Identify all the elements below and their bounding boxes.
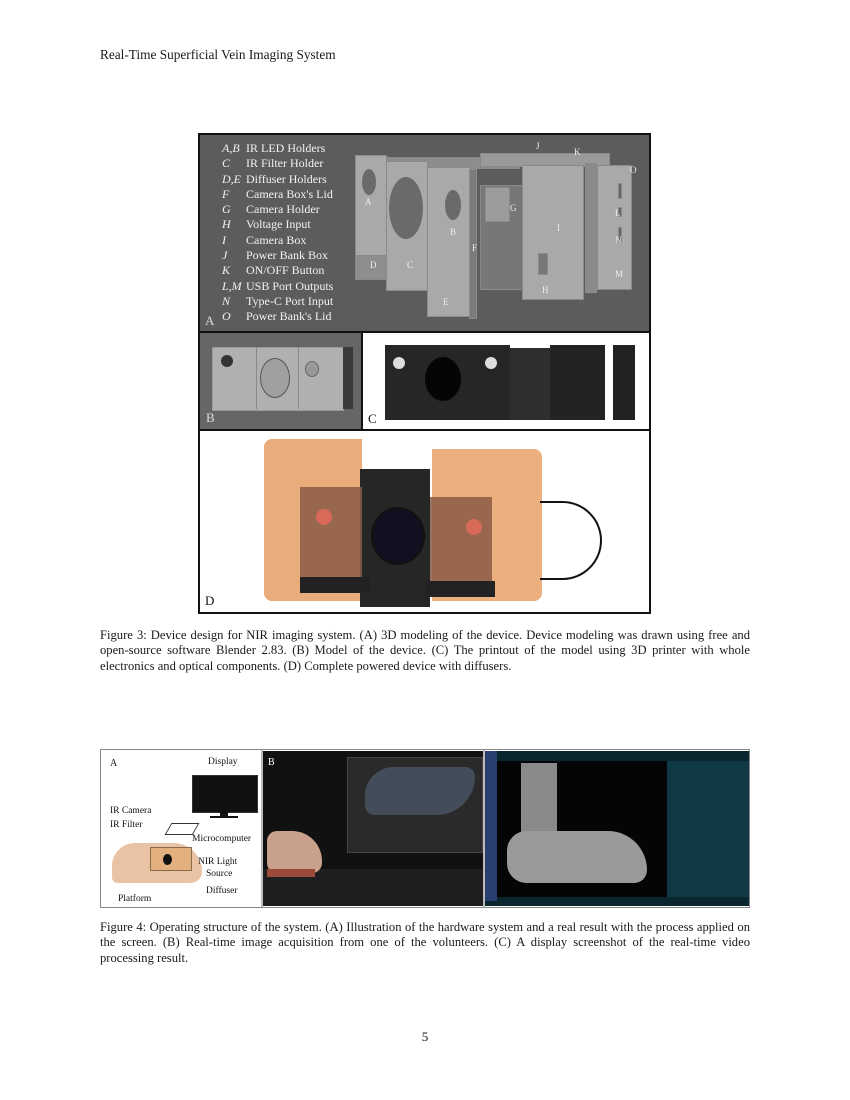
label-ir-camera: IR Camera — [110, 806, 152, 816]
part-label-j: J — [536, 141, 540, 151]
part-label-f: F — [472, 243, 478, 253]
part-label-n: N — [615, 235, 622, 245]
part-label-h: H — [542, 285, 549, 295]
figure-4-caption: Figure 4: Operating structure of the system. (A) Illustration of the hardware system and a real result with the process applied on the screen. (B) Real-time image acquisition from one of the volunteers. (C) A display screenshot of the real-time video processing result. — [100, 920, 750, 965]
part-label-d: D — [370, 260, 377, 270]
label-source: Source — [206, 869, 233, 879]
part-label-l: L — [615, 208, 621, 218]
label-microcomputer: Microcomputer — [192, 834, 252, 844]
figure-3-caption: Figure 3: Device design for NIR imaging system. (A) 3D modeling of the device. Device modeling was drawn using free and open-source software Blender 2.83. (B) Model of the device. (C) The printout of the model using 3D printer with whole electronics and optical components. (D) Complete powered device with diffusers. — [100, 628, 750, 673]
figure-3 — [198, 133, 651, 614]
figure-4-panel-c-processing-screenshot — [485, 751, 749, 906]
label-nir-light: NIR Light — [198, 857, 238, 867]
part-label-b: B — [450, 227, 457, 237]
figure-3-panel-a-3d-model — [200, 135, 649, 331]
part-label-g: G — [510, 203, 517, 213]
part-label-k: K — [574, 147, 581, 157]
label-platform: Platform — [118, 894, 152, 904]
legend-row: C IR Filter Holder — [222, 156, 324, 171]
part-label-a: A — [365, 197, 372, 207]
panel-letter-d: D — [205, 593, 215, 608]
legend-row: K ON/OFF Button — [222, 263, 325, 278]
desktop-launcher-bar — [485, 751, 497, 901]
figure-3-panel-c-printed-device — [363, 333, 649, 429]
part-label-c: C — [407, 260, 414, 270]
page-number: 5 — [421, 1029, 429, 1044]
part-label-e: E — [443, 297, 449, 307]
panel-letter-c: C — [368, 411, 377, 426]
figure-4 — [100, 749, 750, 908]
legend-row: I Camera Box — [222, 232, 307, 247]
legend-row: H Voltage Input — [222, 217, 311, 232]
figure-3-panel-b-model-render — [200, 333, 361, 429]
label-ir-filter: IR Filter — [110, 820, 143, 830]
legend-row: A,B IR LED Holders — [222, 141, 326, 155]
panel-letter-a: A — [110, 758, 118, 769]
panel-letter-a: A — [205, 313, 215, 328]
part-label-m: M — [615, 269, 624, 279]
legend-row: J Power Bank Box — [222, 248, 328, 263]
figure-4-panel-a-illustration — [102, 751, 261, 906]
parts-legend — [222, 141, 333, 325]
figure-3-panel-d-powered-device — [200, 431, 649, 612]
legend-row: N Type-C Port Input — [222, 293, 334, 308]
running-head: Real-Time Superficial Vein Imaging System — [100, 47, 336, 62]
legend-row: G Camera Holder — [222, 202, 320, 217]
part-label-o: O — [630, 165, 637, 175]
legend-row: L,M USB Port Outputs — [222, 278, 334, 293]
legend-row: O Power Bank's Lid — [222, 309, 332, 324]
display-monitor-icon — [192, 775, 258, 813]
terminal-window — [667, 761, 749, 897]
panel-letter-b: B — [268, 757, 275, 768]
part-label-i: I — [557, 223, 560, 233]
label-display: Display — [208, 757, 238, 767]
figure-4-panel-b-acquisition-photo — [263, 751, 483, 906]
label-diffuser: Diffuser — [206, 886, 238, 896]
legend-row: F Camera Box's Lid — [222, 186, 333, 201]
panel-letter-b: B — [206, 410, 215, 425]
legend-row: D,E Diffuser Holders — [222, 171, 327, 186]
